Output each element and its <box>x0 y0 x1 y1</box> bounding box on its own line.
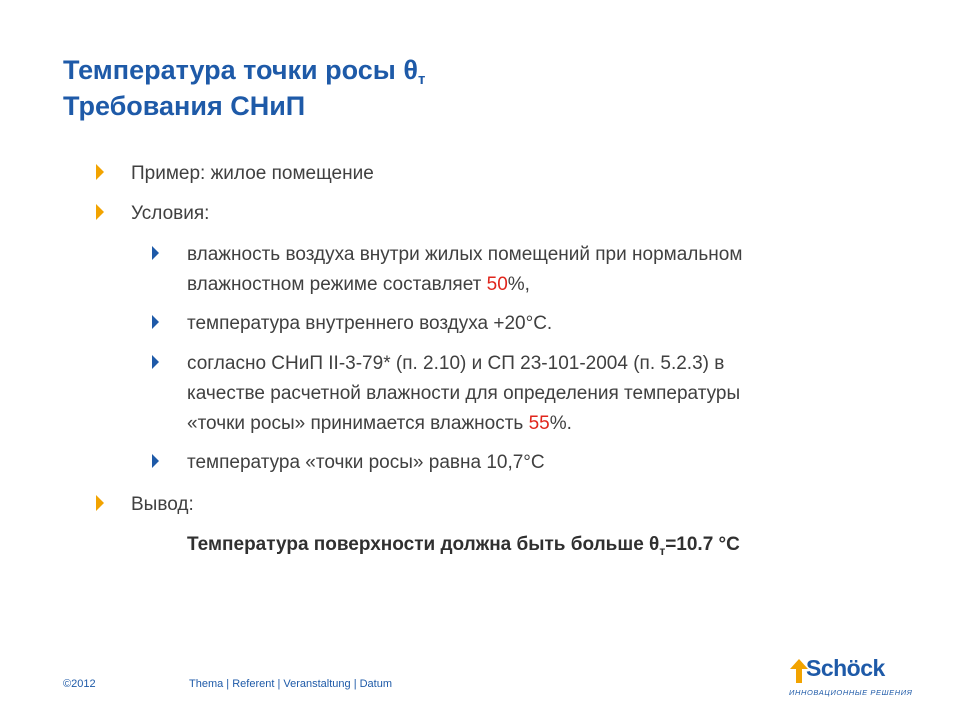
snip-humidity-value: 55 <box>528 413 550 434</box>
bullet-humidity: влажность воздуха внутри жилых помещений при нормальном влажностном режиме составляет 50%, <box>187 244 743 295</box>
orange-bullet-icon <box>96 495 104 511</box>
bullet-dew-point: температура «точки росы» равна 10,7°С <box>187 452 545 473</box>
footer-meta: Thema | Referent | Veranstaltung | Datum <box>189 678 393 690</box>
bullet-snip: согласно СНиП II-3-79* (п. 2.10) и СП 23-101-2004 (п. 5.2.3) в качестве расчетной влажности для определения температуры «точки росы» принимается влажность 55%. <box>187 353 741 434</box>
logo-tagline: ИННОВАЦИОННЫЕ РЕШЕНИЯ <box>789 688 913 697</box>
orange-bullet-icon <box>96 204 104 220</box>
title-line-2: Требования СНиП <box>63 91 306 121</box>
bullet-example: Пример: жилое помещение <box>131 163 374 184</box>
title-line-1: Температура точки росы $\theta_т$ <box>63 55 426 88</box>
humidity-value: 50 <box>486 274 508 295</box>
schoeck-logo <box>786 655 913 705</box>
blue-bullet-icon <box>152 315 159 329</box>
orange-bullet-icon <box>96 164 104 180</box>
logo-name: Schöck <box>806 655 885 681</box>
blue-bullet-icon <box>152 355 159 369</box>
conclusion-text: Температура поверхности должна быть больше $\theta_т=10.7$ °C <box>187 534 740 558</box>
title-subscript: т <box>417 71 426 88</box>
bullet-conditions: Условия: <box>131 203 210 224</box>
conclusion-subscript: т <box>659 544 666 558</box>
footer-copyright: ©2012 <box>63 678 96 690</box>
bullet-conclusion: Вывод: <box>131 494 194 515</box>
bullet-temperature: температура внутреннего воздуха +20°С. <box>187 313 553 334</box>
blue-bullet-icon <box>152 246 159 260</box>
blue-bullet-icon <box>152 454 159 468</box>
